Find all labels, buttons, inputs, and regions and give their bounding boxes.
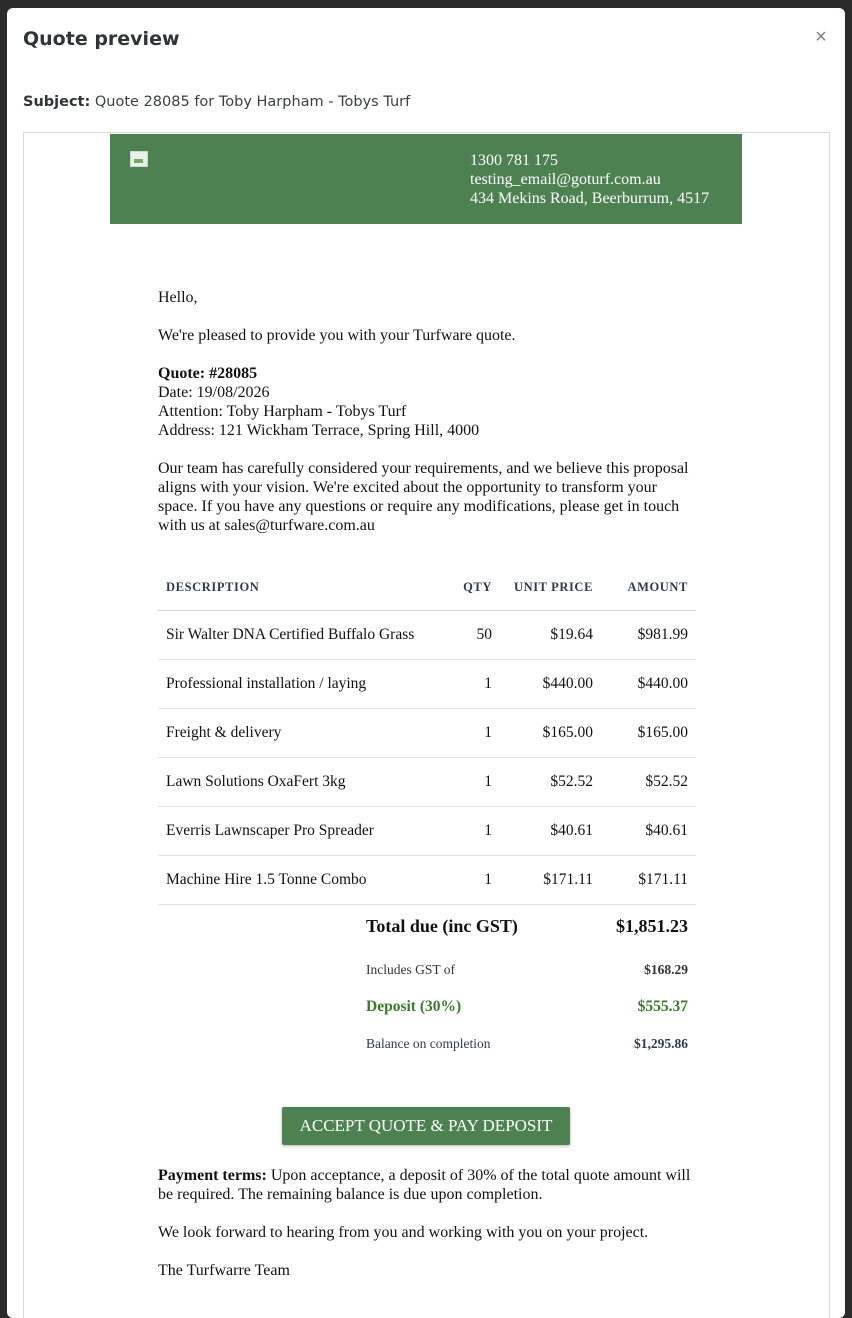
balance-value: $1,295.86 — [634, 1036, 688, 1051]
item-unit-price: $440.00 — [500, 660, 601, 709]
total-due-row — [358, 904, 696, 950]
item-description: Machine Hire 1.5 Tonne Combo — [158, 856, 444, 905]
item-unit-price: $40.61 — [500, 807, 601, 856]
table-row — [158, 807, 696, 856]
item-unit-price: $19.64 — [500, 611, 601, 660]
greeting: Hello, — [158, 289, 198, 306]
payment-terms-text: Upon acceptance, a deposit of 30% of the total quote amount will be required. The remaining balance is due upon completion. — [158, 1167, 691, 1203]
table-row — [158, 611, 696, 660]
item-qty: 1 — [444, 660, 500, 709]
item-description: Sir Walter DNA Certified Buffalo Grass — [158, 611, 444, 660]
quote-number: Quote: #28085 — [158, 365, 258, 382]
table-header-row — [158, 565, 696, 611]
subject-row — [23, 94, 410, 110]
gst-value: $168.29 — [644, 962, 688, 977]
table-row — [158, 709, 696, 758]
item-qty: 1 — [444, 856, 500, 905]
quote-date: Date: 19/08/2026 — [158, 384, 270, 401]
contact-email: testing_email@goturf.com.au — [470, 171, 661, 188]
table-row — [158, 660, 696, 709]
subject-value: Quote 28085 for Toby Harpham - Tobys Turf — [94, 94, 411, 110]
quote-address: Address: 121 Wickham Terrace, Spring Hill, 4000 — [158, 422, 480, 439]
contact-details — [470, 151, 709, 208]
intro-text: We're pleased to provide you with your Turfware quote. — [158, 327, 516, 344]
quote-items-table — [158, 565, 696, 905]
col-qty: QTY — [444, 565, 500, 611]
signature: The Turfwarre Team — [158, 1262, 290, 1279]
item-description: Everris Lawnscaper Pro Spreader — [158, 807, 444, 856]
col-amount: AMOUNT — [601, 565, 696, 611]
gst-row — [358, 950, 696, 988]
item-qty: 1 — [444, 758, 500, 807]
item-amount: $40.61 — [601, 807, 696, 856]
email-body — [158, 288, 696, 1279]
modal-title: Quote preview — [23, 28, 180, 50]
item-amount: $165.00 — [601, 709, 696, 758]
item-qty: 1 — [444, 807, 500, 856]
deposit-value: $555.37 — [637, 998, 688, 1015]
email-footer — [158, 1166, 696, 1280]
item-unit-price: $171.11 — [500, 856, 601, 905]
contact-address: 434 Mekins Road, Beerburrum, 4517 — [470, 190, 710, 207]
col-description: DESCRIPTION — [158, 565, 444, 611]
item-qty: 1 — [444, 709, 500, 758]
item-qty: 50 — [444, 611, 500, 660]
item-description: Lawn Solutions OxaFert 3kg — [158, 758, 444, 807]
deposit-row — [358, 988, 696, 1026]
item-unit-price: $165.00 — [500, 709, 601, 758]
item-amount: $440.00 — [601, 660, 696, 709]
item-unit-price: $52.52 — [500, 758, 601, 807]
body-paragraph: Our team has carefully considered your requirements, and we believe this proposal aligns with your vision. We're excited about the opportunity to transform your space. If you have any questions or require any modifications, please get in touch with us at sales@turfware.com.au — [158, 460, 689, 534]
email-preview-frame — [23, 132, 830, 1318]
item-description: Professional installation / laying — [158, 660, 444, 709]
item-description: Freight & delivery — [158, 709, 444, 758]
table-row — [158, 856, 696, 905]
total-due-label: Total due (inc GST) — [366, 916, 518, 936]
col-unit-price: UNIT PRICE — [500, 565, 601, 611]
closing-text: We look forward to hearing from you and working with you on your project. — [158, 1224, 649, 1241]
quote-preview-modal — [7, 8, 845, 1318]
email-header-banner — [110, 134, 742, 224]
accept-quote-button[interactable]: ACCEPT QUOTE & PAY DEPOSIT — [282, 1107, 570, 1145]
item-amount: $981.99 — [601, 611, 696, 660]
close-icon[interactable]: × — [815, 26, 827, 48]
payment-terms — [158, 1166, 696, 1204]
deposit-label: Deposit (30%) — [366, 998, 462, 1015]
contact-phone: 1300 781 175 — [470, 152, 558, 169]
payment-terms-label: Payment terms: — [158, 1167, 267, 1184]
table-row — [158, 758, 696, 807]
broken-image-icon — [130, 151, 148, 167]
item-amount: $171.11 — [601, 856, 696, 905]
quote-attention: Attention: Toby Harpham - Tobys Turf — [158, 403, 407, 420]
balance-row — [358, 1026, 696, 1064]
totals-block — [358, 904, 696, 1064]
gst-label: Includes GST of — [366, 962, 455, 977]
subject-label: Subject: — [23, 94, 91, 110]
balance-label: Balance on completion — [366, 1036, 491, 1051]
total-due-value: $1,851.23 — [616, 916, 688, 936]
item-amount: $52.52 — [601, 758, 696, 807]
